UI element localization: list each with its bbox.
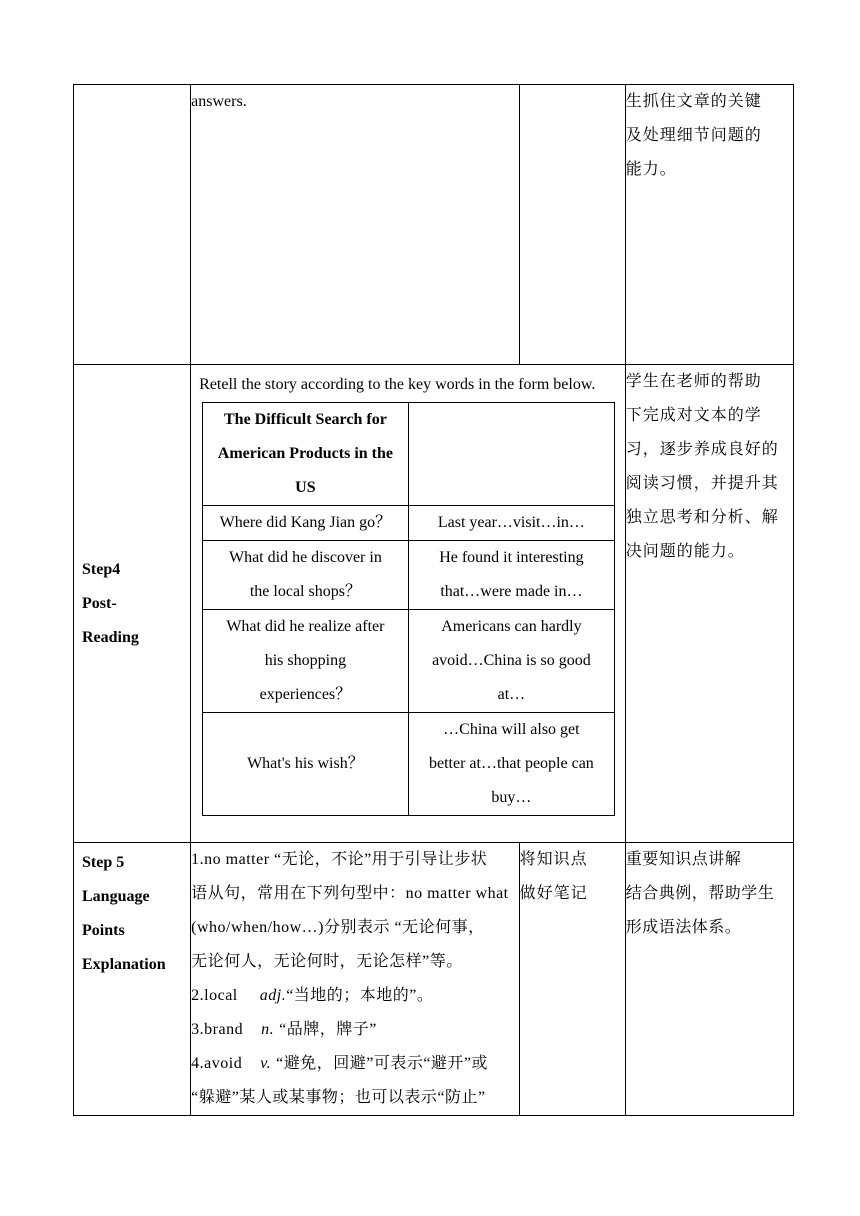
part-of-speech: n. — [261, 1021, 275, 1038]
form-answer-cell — [408, 610, 615, 713]
student-activity-cell-empty — [519, 85, 625, 365]
form-answer-line: Last year…visit…in… — [437, 514, 585, 531]
vocab-word: 4.avoid — [191, 1055, 243, 1072]
purpose-line: 决问题的能力。 — [625, 543, 745, 560]
student-activity-cell — [519, 843, 625, 1116]
purpose-line: 形成语法体系。 — [625, 919, 742, 936]
part-of-speech: adj. — [259, 987, 287, 1004]
form-question-line: experiences？ — [259, 686, 352, 703]
form-answer-line: that…were made in… — [440, 583, 583, 600]
language-point-line: (who/when/how…)分别表示 “无论何事， — [191, 919, 485, 936]
form-question-line: What did he discover in — [228, 549, 382, 566]
table-row-step5 — [74, 843, 794, 1116]
purpose-line: 习，逐步养成良好的 — [625, 441, 779, 458]
form-answer-cell — [408, 541, 615, 610]
vocab-word: 3.brand — [191, 1021, 244, 1038]
form-title-empty-cell — [408, 403, 615, 506]
vocab-meaning: “品牌，牌子” — [279, 1021, 377, 1038]
form-question-line: What's his wish？ — [247, 755, 364, 772]
purpose-line: 学生在老师的帮助 — [625, 373, 762, 390]
activity-cell — [191, 85, 519, 365]
form-title-line: The Difficult Search for — [224, 411, 387, 428]
form-title-row — [203, 403, 615, 506]
retell-form-table — [202, 402, 615, 816]
language-points-cell — [191, 843, 519, 1116]
form-answer-line: better at…that people can — [428, 755, 594, 772]
purpose-cell — [625, 843, 793, 1116]
table-row-step4 — [74, 365, 794, 843]
form-answer-line: avoid…China is so good — [432, 652, 591, 669]
step-label-line: Language — [82, 888, 150, 905]
form-answer-cell — [408, 713, 615, 816]
form-title-cell — [203, 403, 408, 506]
form-question-cell — [203, 506, 408, 541]
form-question-line: Where did Kang Jian go？ — [219, 514, 392, 531]
part-of-speech: v. — [260, 1055, 272, 1072]
vocab-meaning: “当地的；本地的”。 — [286, 987, 434, 1004]
student-activity-line: 将知识点 — [519, 851, 588, 868]
step-label-cell — [74, 365, 191, 843]
language-point-line: “躲避”某人或某事物；也可以表示“防止” — [191, 1089, 486, 1106]
form-answer-line: at… — [497, 686, 526, 703]
form-question-cell — [203, 610, 408, 713]
purpose-cell — [625, 365, 793, 843]
language-point-line: 无论何人，无论何时，无论怎样”等。 — [191, 953, 463, 970]
language-point-local — [191, 979, 518, 1013]
language-point-line: 1.no matter “无论，不论”用于引导让步状 — [191, 851, 488, 868]
purpose-line: 阅读习惯，并提升其 — [625, 475, 779, 492]
form-row — [203, 541, 615, 610]
vocab-meaning: “避免，回避”可表示“避开”或 — [276, 1055, 489, 1072]
form-question-line: What did he realize after — [226, 618, 385, 635]
activity-text: answers. — [191, 93, 247, 110]
step-label-line: Step 5 — [82, 854, 125, 871]
step-label-line: Explanation — [82, 956, 166, 973]
step-cell-empty — [74, 85, 191, 365]
step-label-line: Points — [82, 922, 125, 939]
form-row — [203, 610, 615, 713]
form-question-cell — [203, 541, 408, 610]
form-answer-line: He found it interesting — [439, 549, 584, 566]
form-question-line: the local shops？ — [249, 583, 361, 600]
purpose-line: 重要知识点讲解 — [625, 851, 742, 868]
student-activity-line: 做好笔记 — [519, 885, 588, 902]
table-row-continuation — [74, 85, 794, 365]
form-answer-cell — [408, 506, 615, 541]
purpose-line: 下完成对文本的学 — [625, 407, 762, 424]
purpose-line: 能力。 — [625, 161, 677, 178]
form-title-line: US — [295, 479, 316, 496]
language-point-avoid — [191, 1047, 518, 1081]
form-answer-line: buy… — [491, 789, 532, 806]
step-label-line: Step4 — [82, 560, 121, 578]
purpose-line: 及处理细节问题的 — [625, 127, 762, 144]
lesson-plan-table — [73, 84, 794, 1116]
language-point-line: 语从句，常用在下列句型中：no matter what — [191, 885, 509, 902]
step-label-line: Reading — [82, 628, 139, 646]
form-row — [203, 713, 615, 816]
purpose-line: 生抓住文章的关键 — [625, 93, 762, 110]
form-question-cell — [203, 713, 408, 816]
step-label-line: Post- — [82, 594, 117, 612]
language-point-brand — [191, 1013, 518, 1047]
form-title-line: American Products in the — [217, 445, 394, 462]
purpose-line: 独立思考和分析、解 — [625, 509, 779, 526]
form-answer-line: Americans can hardly — [441, 618, 582, 635]
form-answer-line: …China will also get — [443, 721, 580, 738]
form-question-line: his shopping — [264, 652, 347, 669]
form-row — [203, 506, 615, 541]
activity-cell — [191, 365, 626, 843]
vocab-word: 2.local — [191, 987, 238, 1004]
step-label-cell — [74, 843, 191, 1116]
retell-instruction: Retell the story according to the key words in the form below. — [199, 376, 596, 393]
purpose-cell — [625, 85, 793, 365]
purpose-line: 结合典例，帮助学生 — [625, 885, 775, 902]
